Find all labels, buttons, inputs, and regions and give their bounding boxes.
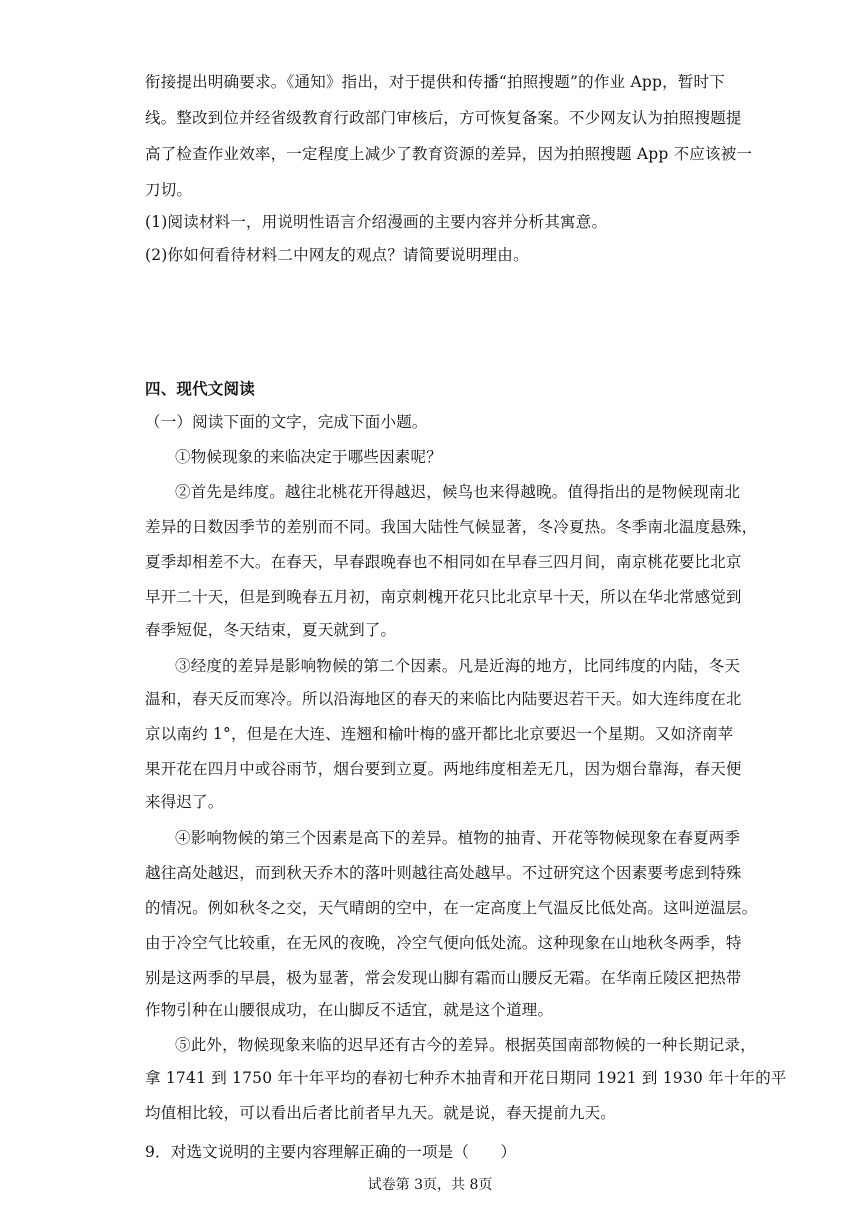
- passage-line: ②首先是纬度。越往北桃花开得越迟，候鸟也来得越晚。值得指出的是物候现南北: [175, 483, 741, 501]
- section-subheading: （一）阅读下面的文字，完成下面小题。: [145, 413, 428, 431]
- passage-line: 早开二十天，但是到晚春五月初，南京刺槐开花只比北京早十天，所以在华北常感觉到: [145, 588, 742, 606]
- passage-line: 拿 1741 到 1750 年十年平均的春初七种乔木抽青和开花日期同 1921 到 1930 年十年的平: [145, 1069, 787, 1087]
- passage-line: 差异的日数因季节的差别而不同。我国大陆性气候显著，冬冷夏热。冬季南北温度悬殊，: [145, 518, 758, 536]
- passage-line: 别是这两季的早晨，极为显著，常会发现山脚有霜而山腰反无霜。在华南丘陵区把热带: [145, 969, 742, 987]
- material2-line: 刀切。: [145, 181, 193, 199]
- passage-paragraph-1: ①物候现象的来临决定于哪些因素呢？: [175, 448, 442, 466]
- passage-line: ③经度的差异是影响物候的第二个因素。凡是近海的地方，比同纬度的内陆，冬天: [175, 657, 741, 675]
- material2-line: 线。整改到位并经省级教育行政部门审核后，方可恢复备案。不少网友认为拍照搜题提: [145, 109, 742, 127]
- passage-line: ⑤此外，物候现象来临的迟早还有古今的差异。根据英国南部物候的一种长期记录，: [175, 1036, 756, 1054]
- passage-line: 的情况。例如秋冬之交，天气晴朗的空中，在一定高度上气温反比低处高。这叫逆温层。: [145, 899, 758, 917]
- passage-line: 京以南约 1°，但是在大连、连翘和榆叶梅的盛开都比北京要迟一个星期。又如济南苹: [145, 725, 734, 743]
- passage-line: 来得迟了。: [145, 793, 224, 811]
- passage-line: 夏季却相差不大。在春天，早春跟晚春也不相同如在早春三四月间，南京桃花要比北京: [145, 553, 742, 571]
- material2-line: 高了检查作业效率，一定程度上减少了教育资源的差异，因为拍照搜题 App 不应该被一: [145, 145, 753, 163]
- passage-line: 越往高处越迟，而到秋天乔木的落叶则越往高处越早。不过研究这个因素要考虑到特殊: [145, 864, 742, 882]
- page-footer: 试卷第 3页，共 8页: [367, 1177, 493, 1193]
- question-2: (2)你如何看待材料二中网友的观点？请简要说明理由。: [145, 246, 529, 264]
- passage-line: 由于冷空气比较重，在无风的夜晚，冷空气便向低处流。这种现象在山地秋冬两季，特: [145, 934, 742, 952]
- passage-line: 均值相比较，可以看出后者比前者早九天。就是说，春天提前九天。: [145, 1104, 617, 1122]
- passage-line: 作物引种在山腰很成功，在山脚反不适宜，就是这个道理。: [145, 1001, 554, 1019]
- passage-line: 春季短促，冬天结束，夏天就到了。: [145, 621, 397, 639]
- passage-line: 温和，春天反而寒冷。所以沿海地区的春天的来临比内陆要迟若干天。如大连纬度在北: [145, 690, 742, 708]
- question-9: 9．对选文说明的主要内容理解正确的一项是（ ）: [145, 1143, 517, 1161]
- question-1: (1)阅读材料一，用说明性语言介绍漫画的主要内容并分析其寓意。: [145, 213, 608, 231]
- passage-line: 果开花在四月中或谷雨节，烟台要到立夏。两地纬度相差无几，因为烟台靠海，春天便: [145, 760, 742, 778]
- material2-line: 衔接提出明确要求。《通知》指出，对于提供和传播“拍照搜题”的作业 App，暂时下: [145, 73, 725, 91]
- section-heading: 四、现代文阅读: [145, 380, 255, 398]
- passage-line: ④影响物候的第三个因素是高下的差异。植物的抽青、开花等物候现象在春夏两季: [175, 829, 741, 847]
